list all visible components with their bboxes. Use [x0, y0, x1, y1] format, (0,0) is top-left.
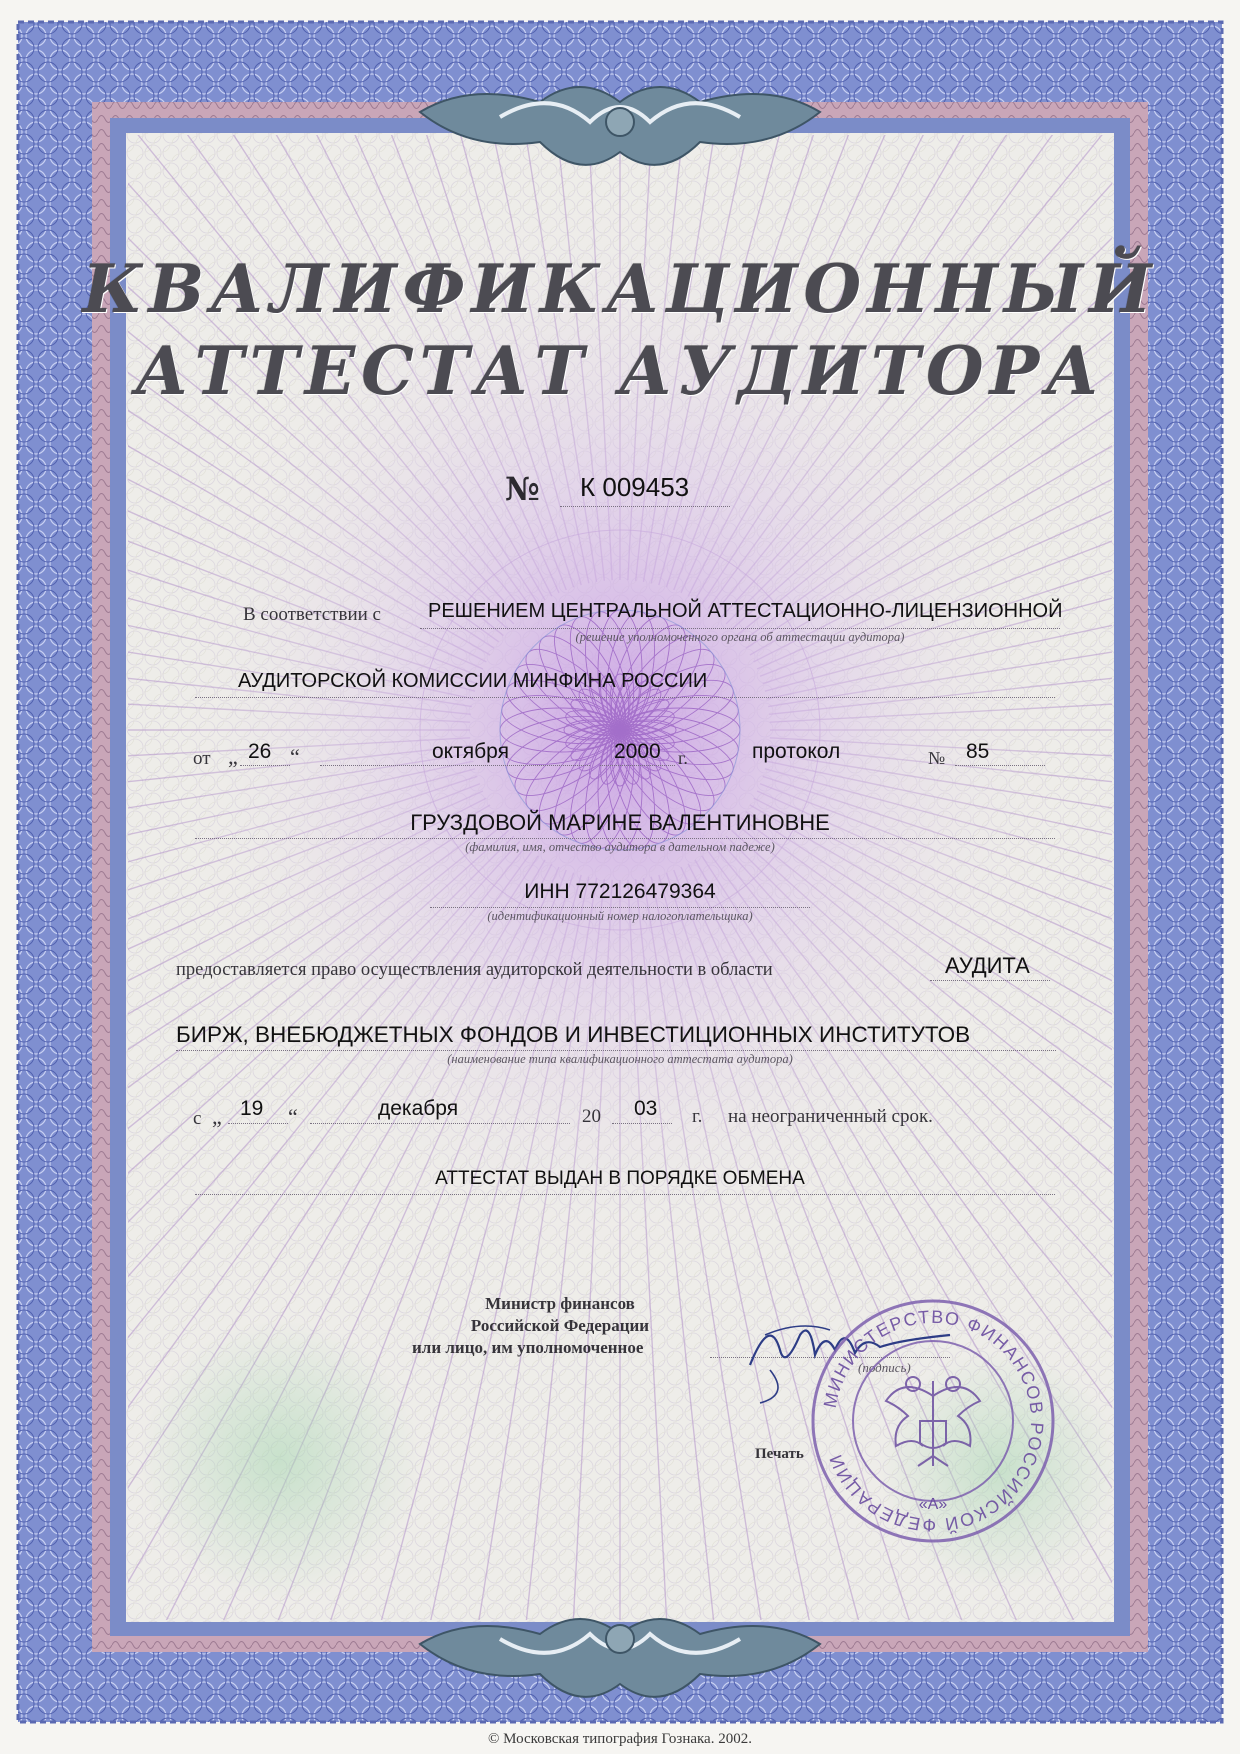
signatory-line-3: или лицо, им уполномоченное [412, 1338, 644, 1357]
auditor-inn-underline [430, 907, 810, 908]
basis-underline-2 [195, 697, 1055, 698]
area-line-2: БИРЖ, ВНЕБЮДЖЕТНЫХ ФОНДОВ И ИНВЕСТИЦИОННЫХ ИНСТИТУТОВ [176, 1022, 971, 1047]
validity-year: 03 [634, 1097, 658, 1120]
basis-value-line-2: АУДИТОРСКОЙ КОМИССИИ МИНФИНА РОССИИ [238, 670, 708, 692]
decision-quote-open: „ [228, 744, 238, 769]
signatory-line-1: Министр финансов [485, 1294, 635, 1313]
official-seal [808, 1296, 1058, 1546]
validity-month-underline [310, 1123, 570, 1124]
decision-from: от [193, 748, 211, 769]
number-sign: № [505, 470, 540, 508]
right-text: предоставляется право осуществления аудиторской деятельности в области [176, 960, 773, 980]
title-line-1: КВАЛИФИКАЦИОННЫЙ [82, 250, 1158, 328]
seal-letter: «А» [918, 1496, 948, 1513]
validity-year-underline [612, 1123, 672, 1124]
decision-year-suffix: г. [678, 748, 688, 768]
validity-month: декабря [378, 1097, 459, 1120]
area-caption: (наименование типа квалификационного аттестата аудитора) [447, 1052, 793, 1066]
validity-quote-close: “ [288, 1104, 298, 1129]
footer-printer: © Московская типография Гознака. 2002. [488, 1731, 752, 1747]
protocol-label: протокол [752, 740, 841, 763]
auditor-inn-caption: (идентификационный номер налогоплательщика) [487, 909, 753, 923]
protocol-number: 85 [966, 740, 990, 763]
basis-underline-1 [420, 628, 1060, 629]
validity-from: с [193, 1108, 202, 1129]
decision-quote-close: “ [290, 744, 300, 769]
validity-term: на неограниченный срок. [728, 1106, 933, 1127]
signatory-line-2: Российской Федерации [470, 1316, 650, 1335]
validity-quote-open: „ [212, 1104, 222, 1129]
seal-label: Печать [755, 1446, 804, 1462]
basis-caption: (решение уполномоченного органа об аттестации аудитора) [575, 630, 905, 644]
decision-month: октября [432, 740, 509, 763]
issue-note: АТТЕСТАТ ВЫДАН В ПОРЯДКЕ ОБМЕНА [435, 1168, 805, 1189]
area-line-1: АУДИТА [945, 953, 1030, 978]
seal-ring-text: МИНИСТЕРСТВО ФИНАНСОВ РОССИЙСКОЙ ФЕДЕРАЦИИ [819, 1306, 1048, 1536]
decision-year-underline [600, 765, 675, 766]
validity-year-suffix: г. [692, 1106, 703, 1127]
decision-day: 26 [248, 740, 272, 763]
validity-century: 20 [582, 1106, 601, 1127]
area-underline-2 [176, 1050, 1056, 1051]
title-line-2: АТТЕСТАТ АУДИТОРА [134, 332, 1106, 410]
validity-day-underline [228, 1123, 288, 1124]
auditor-inn: ИНН 772126479364 [524, 880, 716, 903]
signature-caption: (подпись) [858, 1360, 911, 1375]
decision-day-underline [240, 765, 290, 766]
area-underline-1 [930, 980, 1050, 981]
protocol-number-underline [955, 765, 1045, 766]
auditor-name: ГРУЗДОВОЙ МАРИНЕ ВАЛЕНТИНОВНЕ [410, 810, 830, 835]
auditor-name-underline [195, 838, 1055, 839]
certificate-number: К 009453 [580, 472, 690, 502]
decision-year: 2000 [614, 740, 661, 763]
basis-prefix: В соответствии с [243, 604, 381, 625]
auditor-name-caption: (фамилия, имя, отчество аудитора в дательном падеже) [465, 840, 775, 854]
number-underline [560, 506, 730, 507]
decision-month-underline [320, 765, 590, 766]
issue-note-underline [195, 1194, 1055, 1195]
validity-day: 19 [240, 1097, 264, 1120]
eagle-emblem-icon [886, 1377, 980, 1466]
protocol-number-sign: № [928, 748, 946, 768]
basis-value-line-1: РЕШЕНИЕМ ЦЕНТРАЛЬНОЙ АТТЕСТАЦИОННО-ЛИЦЕНЗИОННОЙ [428, 600, 1063, 622]
